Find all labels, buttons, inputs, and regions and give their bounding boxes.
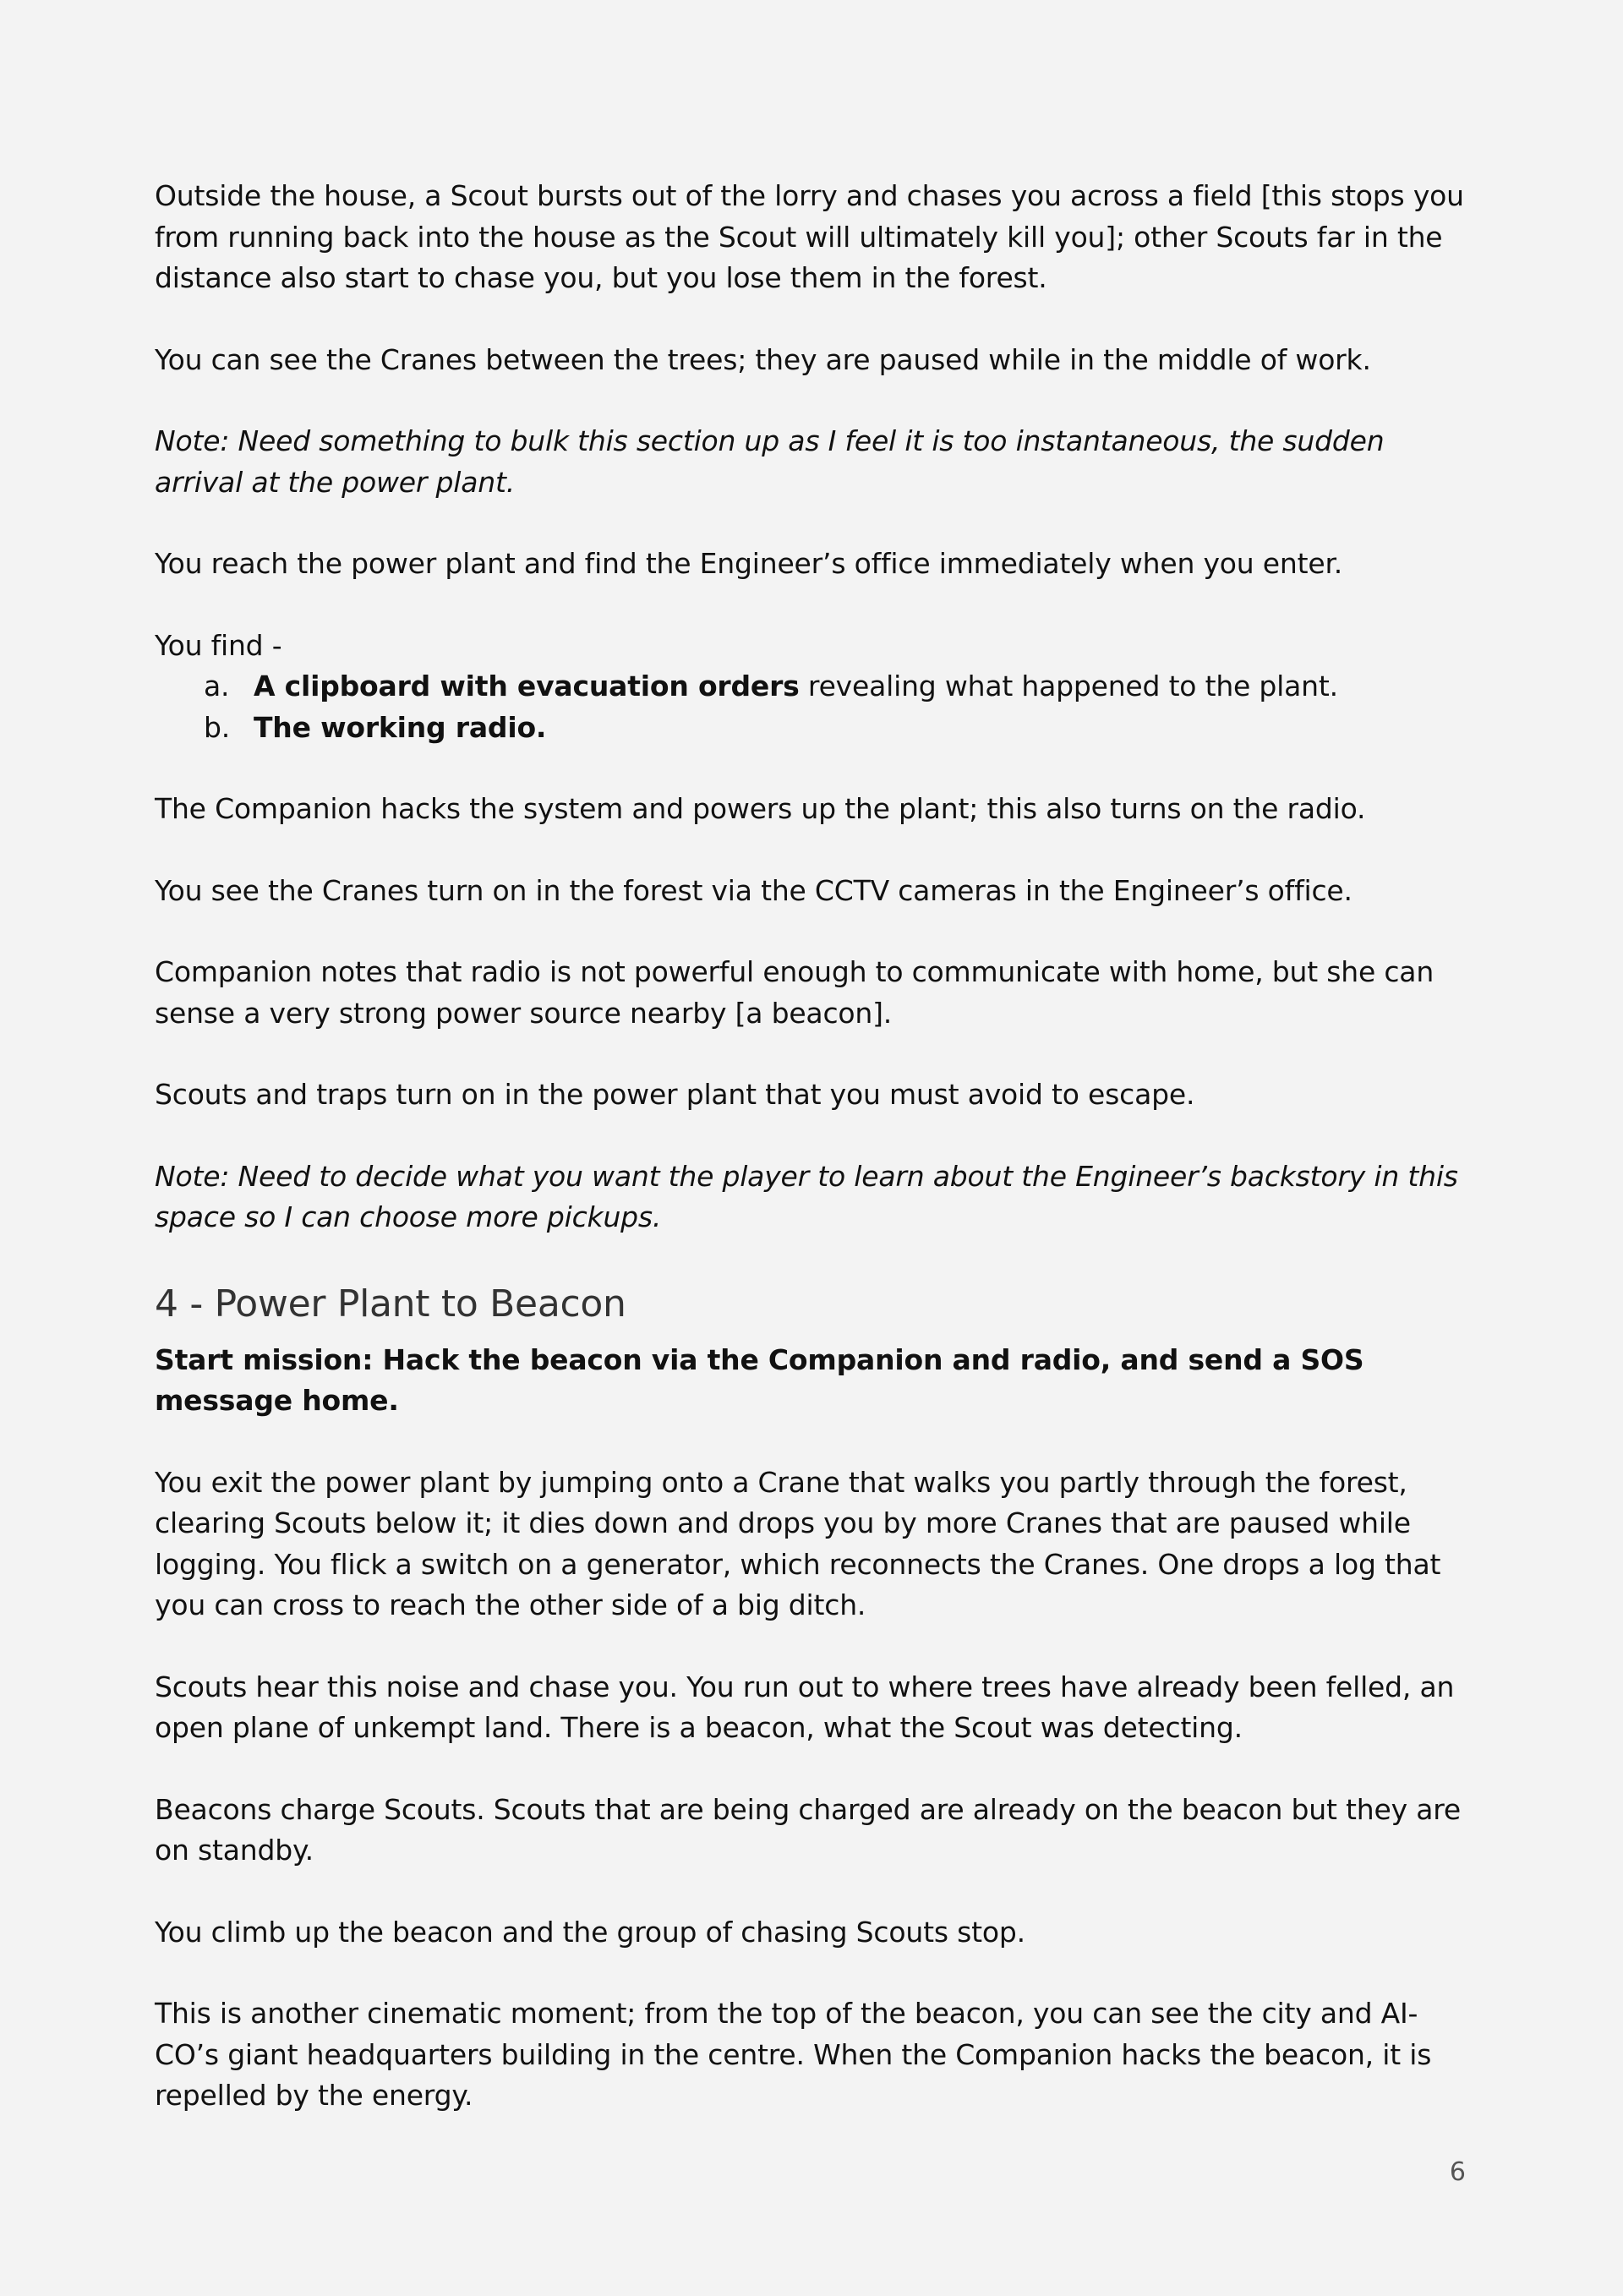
paragraph-reach-power-plant: You reach the power plant and find the Engineer’s office immediately when you enter. [155, 547, 1343, 580]
list-item [155, 666, 1473, 708]
found-items-block [155, 626, 1473, 749]
mission-statement: Start mission: Hack the beacon via the Companion and radio, and send a SOS message home. [155, 1342, 1364, 1417]
list-item-bold: A clipboard with evacuation orders [254, 670, 800, 702]
paragraph-scouts-hear-noise: Scouts hear this noise and chase you. You run out to where trees have already been felled, an open plane of unkempt land. There is a beacon, what the Scout was detecting. [155, 1670, 1455, 1744]
paragraph-cinematic-moment: This is another cinematic moment; from the top of the beacon, you can see the city and AI-CO’s giant headquarters building in the centre. When the Companion hacks the beacon, it is repelled by the energy. [155, 1997, 1432, 2112]
section-heading: 4 - Power Plant to Beacon [155, 1282, 626, 1326]
paragraph-beacons-charge: Beacons charge Scouts. Scouts that are being charged are already on the beacon but they are on standby. [155, 1792, 1461, 1867]
found-intro: You find - [155, 628, 282, 662]
paragraph-companion-hacks: The Companion hacks the system and powers up the plant; this also turns on the radio. [155, 792, 1366, 825]
list-item-bold: The working radio. [254, 710, 547, 744]
paragraph-exit-power-plant: You exit the power plant by jumping onto a Crane that walks you partly through the forest, clearing Scouts below it; it dies down and drops you by more Cranes that are paused while logging. You flick a switch on a generator, which reconnects the Cranes. One drops a log that you can cross to reach the other side of a big ditch. [155, 1465, 1441, 1621]
list-marker: b. [204, 710, 231, 744]
document-page [155, 176, 1473, 2157]
paragraph-climb-beacon: You climb up the beacon and the group of chasing Scouts stop. [155, 1915, 1025, 1949]
list-item [155, 708, 1473, 749]
paragraph-scouts-traps: Scouts and traps turn on in the power plant that you must avoid to escape. [155, 1078, 1195, 1111]
note-engineer-backstory: Note: Need to decide what you want the player to learn about the Engineer’s backstory in this space so I can choose more pickups. [155, 1159, 1458, 1233]
paragraph-cranes-paused: You can see the Cranes between the trees; they are paused while in the middle of work. [155, 342, 1371, 376]
paragraph-lorry-chase: Outside the house, a Scout bursts out of the lorry and chases you across a field [this stops you from running back into the house as the Scout will ultimately kill you]; other Scouts far in the distance also start to chase you, but you lose them in the forest. [155, 179, 1464, 294]
list-marker: a. [204, 670, 230, 702]
list-item-text: revealing what happened to the plant. [799, 670, 1338, 702]
note-bulk-section: Note: Need something to bulk this section up as I feel it is too instantaneous, the sudden arrival at the power plant. [155, 424, 1385, 499]
page-number: 6 [1449, 2157, 1466, 2187]
paragraph-cctv-cranes: You see the Cranes turn on in the forest via the CCTV cameras in the Engineer’s office. [155, 873, 1352, 907]
paragraph-radio-power-source: Companion notes that radio is not powerful enough to communicate with home, but she can sense a very strong power source nearby [a beacon]. [155, 955, 1434, 1030]
found-items-list [155, 666, 1473, 748]
